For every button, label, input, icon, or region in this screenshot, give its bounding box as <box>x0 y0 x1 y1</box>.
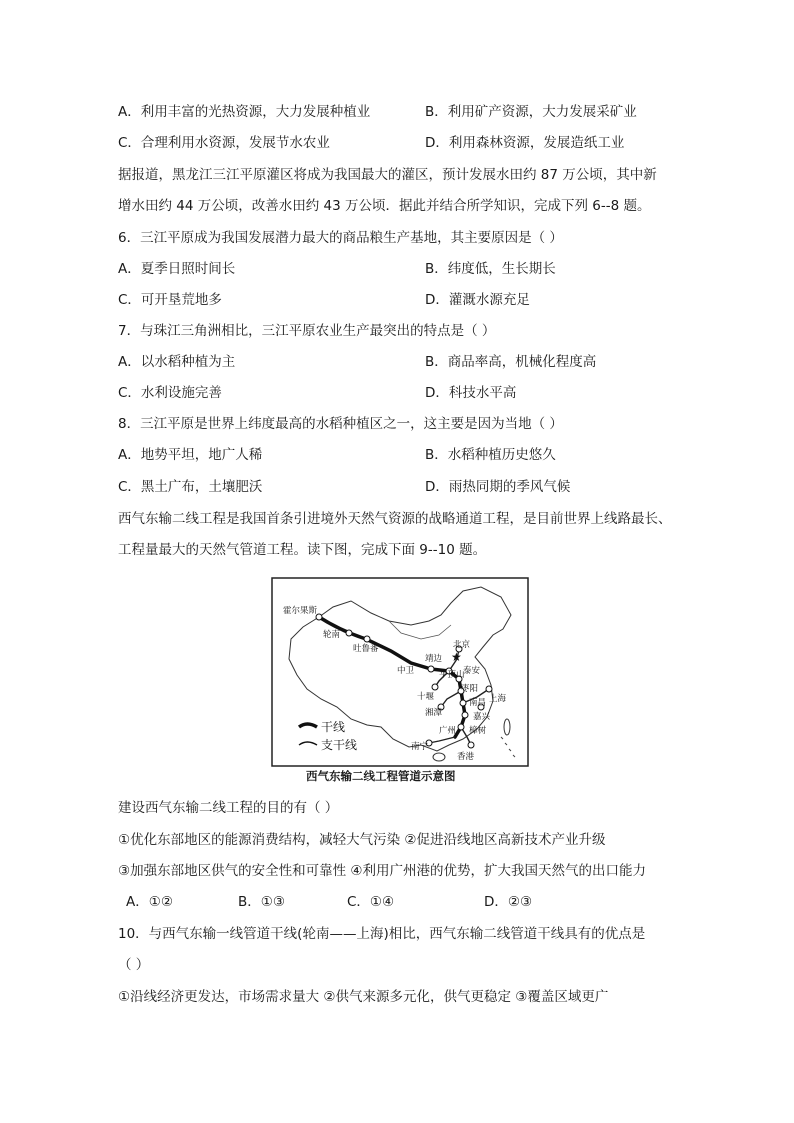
passage1-line2: 增水田约 44 万公顷，改善水田约 43 万公顷．据此并结合所学知识，完成下列 6--8 题。 <box>118 198 651 214</box>
city-marker-zhongwei <box>428 666 434 672</box>
passage2-line1: 西气东输二线工程是我国首条引进境外天然气资源的战略通道工程，是目前世界上线路最长、 <box>118 511 672 527</box>
q8-stem: 8．三江平原是世界上纬度最高的水稻种植区之一，这主要是因为当地（ ） <box>118 416 563 432</box>
label-jingbian: 靖边 <box>425 654 443 664</box>
label-lunnan: 轮南 <box>323 630 341 640</box>
q8-option-b: B．水稻种植历史悠久 <box>425 447 556 463</box>
label-shiyan: 十堰 <box>417 692 435 702</box>
q6-option-a: A．夏季日照时间长 <box>118 261 236 277</box>
label-zaoyang: 枣阳 <box>461 684 479 694</box>
city-marker-guangzhou <box>458 724 464 730</box>
q6-option-b: B．纬度低，生长期长 <box>425 261 556 277</box>
label-taian: 泰安 <box>463 666 481 676</box>
label-xiangtan: 湘潭 <box>425 708 443 718</box>
city-marker-shiyan <box>432 684 438 690</box>
q7-option-a: A．以水稻种植为主 <box>118 354 236 370</box>
legend-main-label: 干线 <box>321 720 346 734</box>
passage1-line1: 据报道，黑龙江三江平原灌区将成为我国最大的灌区，预计发展水田约 87 万公顷，其中新 <box>118 167 657 183</box>
label-zhongwei: 中卫 <box>397 666 415 676</box>
label-zhangshu: 樟树 <box>469 726 487 736</box>
q9-option-a: A．①② <box>126 894 173 910</box>
q9-stem: 建设西气东输二线工程的目的有（ ） <box>118 800 339 816</box>
q8-option-a: A．地势平坦，地广人稀 <box>118 447 263 463</box>
city-marker-zhangshu <box>462 712 468 718</box>
q8-option-d: D．雨热同期的季风气候 <box>425 479 571 495</box>
legend-branch-label: 支干线 <box>321 738 358 752</box>
label-guangzhou: 广州 <box>439 726 457 736</box>
label-tulufan: 吐鲁番 <box>353 644 379 654</box>
q8-option-c: C．黑土广布，土壤肥沃 <box>118 479 263 495</box>
q9-option-d: D．②③ <box>484 894 533 910</box>
q7-option-c: C．水利设施完善 <box>118 385 222 401</box>
q5-option-a: A．利用丰富的光热资源，大力发展种植业 <box>118 104 371 120</box>
label-beijing: 北京 <box>453 640 471 650</box>
q6-option-c: C．可开垦荒地多 <box>118 292 222 308</box>
q9-statement-2: ③加强东部地区供气的安全性和可靠性 ④利用广州港的优势，扩大我国天然气的出口能力 <box>118 863 646 879</box>
map-caption: 西气东输二线工程管道示意图 <box>306 769 456 783</box>
label-shanghai: 上海 <box>489 694 507 704</box>
label-pingdingshan: 平顶山 <box>439 670 465 680</box>
label-nanning: 南宁 <box>411 742 429 752</box>
q9-option-c: C．①④ <box>347 894 395 910</box>
pipeline-map-figure <box>271 577 529 787</box>
q10-statement-1: ①沿线经济更发达，市场需求量大 ②供气来源多元化，供气更稳定 ③覆盖区域更广 <box>118 989 609 1005</box>
q9-statement-1: ①优化东部地区的能源消费结构，减轻大气污染 ②促进沿线地区高新技术产业升级 <box>118 832 606 848</box>
q5-option-d: D．利用森林资源，发展造纸工业 <box>425 135 625 151</box>
q10-stem: 10．与西气东输一线管道干线(轮南——上海)相比，西气东输二线管道干线具有的优点是 <box>118 926 646 942</box>
label-xianggang: 香港 <box>457 752 475 762</box>
q7-stem: 7．与珠江三角洲相比，三江平原农业生产最突出的特点是（ ） <box>118 323 496 339</box>
q7-option-b: B．商品率高，机械化程度高 <box>425 354 597 370</box>
city-marker-tulufan <box>364 636 370 642</box>
q5-option-c: C．合理利用水资源，发展节水农业 <box>118 135 330 151</box>
beijing-star-icon: ★ <box>451 650 462 664</box>
q6-option-d: D．灌溉水源充足 <box>425 292 530 308</box>
q10-answer-paren: （ ） <box>118 957 150 973</box>
label-jiaxing: 嘉兴 <box>473 712 491 722</box>
city-marker-nanchang <box>460 700 466 706</box>
q7-option-d: D．科技水平高 <box>425 385 517 401</box>
pipeline-map <box>271 577 529 767</box>
city-marker-shanghai <box>486 686 492 692</box>
passage2-line2: 工程量最大的天然气管道工程。读下图，完成下面 9--10 题。 <box>118 542 487 558</box>
city-marker-xianggang <box>468 742 474 748</box>
city-marker-lunnan <box>346 630 352 636</box>
label-huoerguosi: 霍尔果斯 <box>283 606 318 616</box>
q6-stem: 6．三江平原成为我国发展潜力最大的商品粮生产基地，其主要原因是（ ） <box>118 230 563 246</box>
q5-option-b: B．利用矿产资源，大力发展采矿业 <box>425 104 637 120</box>
q9-option-b: B．①③ <box>238 894 285 910</box>
label-nanchang: 南昌 <box>469 698 487 708</box>
